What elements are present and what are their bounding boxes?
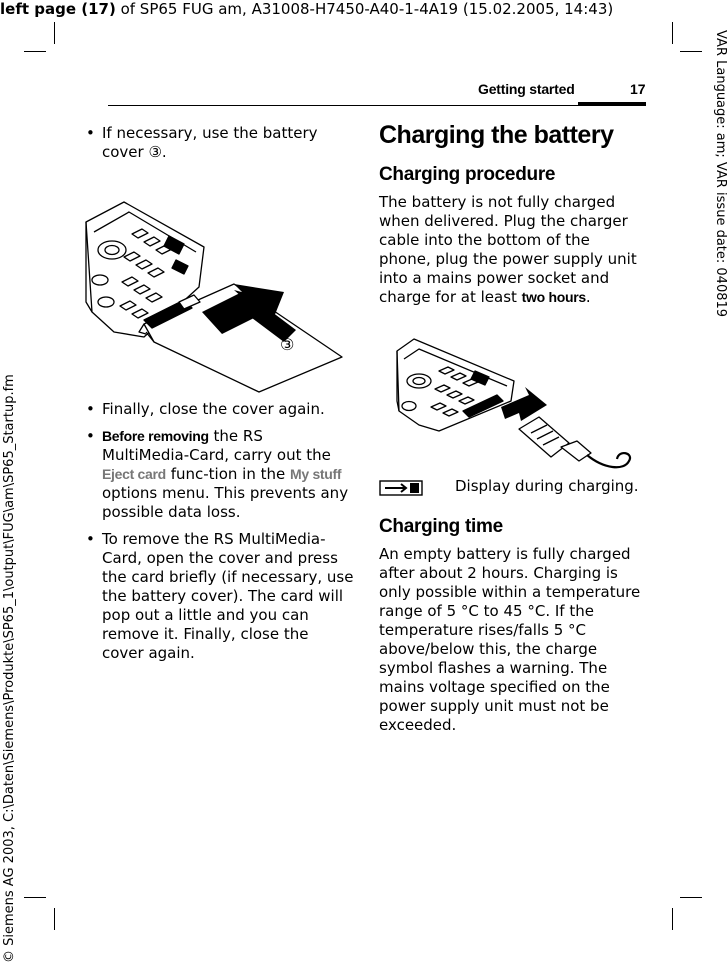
page-number: 17 [630,81,646,97]
bullet-text: options menu. This prevents any possible data loss. [102,484,349,521]
callout-3: ③ [280,335,295,354]
charging-time-text: An empty battery is fully charged after about 2 hours. Charging is only possible within a temperature range of 5 °C to 45 °C. If the temperature rises/falls 5 °C above/below this, the charge symbol flashes a warning. The mains voltage specified on the power supply unit must not be exceeded. [379,545,641,734]
header-rule [108,105,646,106]
print-header-bold: left page (17) [0,0,116,18]
left-column [86,124,354,671]
menu-eject-card: Eject card [102,466,166,482]
section-title: Getting started [478,81,575,97]
copyright-path: © Siemens AG 2003, C:\Daten\Siemens\Produkte\SP65_1\output\FUG\am\SP65_Startup.fm [2,374,17,963]
crop-mark [680,897,702,898]
crop-mark [54,908,55,930]
crop-mark [24,897,46,898]
bold-lead: Before removing [102,428,209,444]
crop-mark [672,908,673,930]
bullet-text: func-tion in the [165,465,290,483]
note-text: Display during charging. [455,477,639,495]
bullet-remove-card [86,530,354,663]
menu-my-stuff: My stuff [290,466,342,482]
procedure-text-b: . [585,288,591,306]
crop-mark [680,51,702,52]
side-note-right: VAR Language: am; VAR issue date: 040819 [713,30,728,318]
procedure-text [379,193,644,307]
bullet-text: Finally, close the cover again. [102,400,325,418]
bullet-close-cover [86,400,354,419]
crop-mark [54,22,55,44]
procedure-text-a: The battery is not fully charged when delivered. Plug the charger cable into the bottom of the phone, plug the power supply unit into a mains power socket and charge for at least [379,193,637,306]
two-hours: two hours [521,289,586,305]
right-column [379,120,644,735]
crop-mark [24,51,46,52]
charging-display-icon [379,479,423,497]
bullet-before-removing [86,427,354,522]
charger-plug-illustration [379,321,641,471]
bullet-text: To remove the RS MultiMedia-Card, open the cover and press the card briefly (if necessary, use the battery cover). The card will pop out a little and you can remove it. Finally, close the cover again. [102,530,354,662]
bullet-battery-cover [86,124,354,162]
heading-charging-battery: Charging the battery [379,121,614,149]
bullet-text: If necessary, use the battery cover ③. [102,124,318,161]
heading-charging-time: Charging time [379,516,503,537]
bullet-text: the RS MultiMedia-Card, carry out the [102,427,331,464]
header-tab [578,102,646,105]
crop-mark [672,22,673,44]
print-header-rest: of SP65 FUG am, A31008-H7450-A40-1-4A19 (15.02.2005, 14:43) [115,0,614,18]
battery-cover-card-illustration [84,172,350,392]
print-header [0,0,613,18]
note-row [379,477,644,499]
heading-charging-procedure: Charging procedure [379,164,556,185]
